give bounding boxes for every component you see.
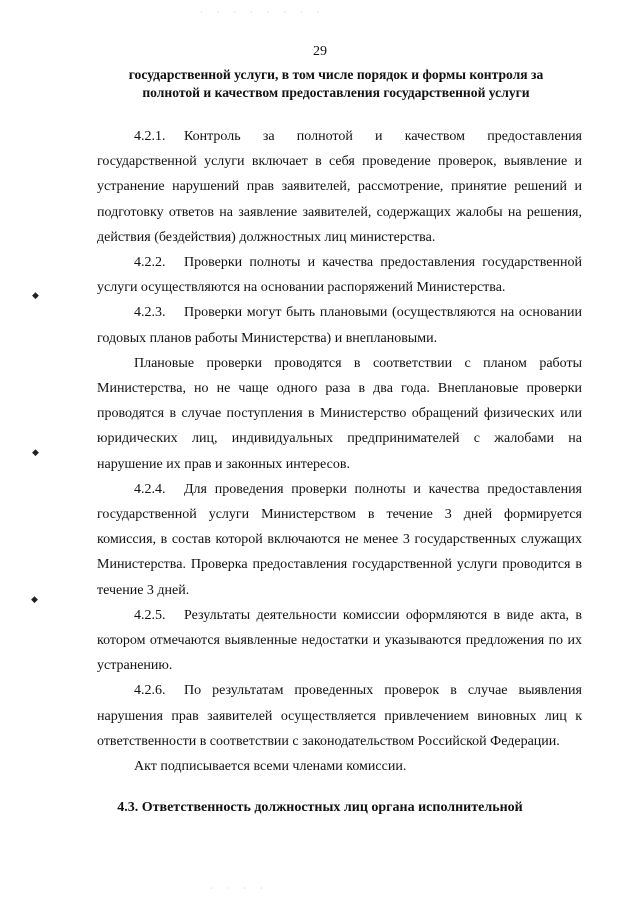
paragraph-4-2-6 — [97, 678, 582, 754]
subsection-heading — [96, 66, 576, 102]
scan-noise: · · · · · · · · — [200, 8, 326, 17]
heading-line-2: полнотой и качеством предоставления государственной услуги — [142, 85, 530, 100]
paragraph-4-2-1 — [97, 124, 582, 250]
paragraph-4-2-3 — [97, 300, 582, 350]
paragraph-number: 4.2.5. — [134, 607, 166, 623]
paragraph-number: 4.2.3. — [134, 305, 166, 321]
body-text — [97, 124, 582, 779]
section-heading: 4.3. Ответственность должностных лиц органа исполнительной — [117, 800, 523, 815]
paragraph-text: Контроль за полнотой и качеством предоставления государственной услуги включает в себя проведение проверок, выявление и устранение нарушений прав заявителей, рассмотрение, принятие решений и подготовку ответов на заявление заявителей, содержащих жалобы на решения, действия (бездействия) должностных лиц министерства. — [97, 129, 582, 245]
paragraph-number: 4.2.6. — [134, 683, 166, 699]
paragraph-text: Плановые проверки проводятся в соответствии с планом работы Министерства, но не чаще одного раза в два года. Внеплановые проверки проводятся в случае поступления в Министерство обращений физических или юридических лиц, индивидуальных предпринимателей с жалобами на нарушение их прав и законных интересов. — [97, 355, 582, 472]
paragraph-text: Акт подписывается всеми членами комиссии. — [134, 759, 407, 775]
paragraph-planned-checks — [97, 351, 582, 477]
paragraph-text: Для проведения проверки полноты и качества предоставления государственной услуги Министерством в течение 3 дней формируется комиссия, в состав которой включаются не менее 3 государственных служащих Министерства. Проверка предоставления государственной услуги проводится в течение 3 дней. — [97, 481, 582, 598]
paragraph-text: Проверки полноты и качества предоставления государственной услуги осуществляются на основании распоряжений Министерства. — [97, 255, 582, 296]
paragraph-number: 4.2.2. — [134, 255, 166, 271]
paragraph-4-2-5 — [97, 603, 582, 679]
paragraph-text: Результаты деятельности комиссии оформляются в виде акта, в котором отмечаются выявленные недостатки и указываются предложения по их устранению. — [97, 607, 582, 674]
paragraph-number: 4.2.1. — [134, 129, 166, 144]
binding-hole-mark: ◆ — [31, 594, 38, 604]
paragraph-number: 4.2.4. — [134, 481, 166, 497]
paragraph-text: По результатам проведенных проверок в случае выявления нарушения прав заявителей осуществляется привлечением виновных лиц к ответственности в соответствии с законодательством Российской Федерации. — [97, 683, 582, 749]
binding-hole-mark: ◆ — [32, 290, 39, 300]
scan-noise: · · · · — [210, 884, 269, 893]
paragraph-4-2-4 — [97, 477, 582, 603]
page-number: 29 — [313, 44, 327, 59]
paragraph-text: Проверки могут быть плановыми (осуществляются на основании годовых планов работы Министерства) и внеплановыми. — [97, 305, 582, 346]
binding-hole-mark: ◆ — [32, 447, 39, 457]
paragraph-act-signed — [97, 754, 582, 779]
heading-line-1: государственной услуги, в том числе порядок и формы контроля за — [128, 67, 544, 82]
paragraph-4-2-2 — [97, 250, 582, 300]
